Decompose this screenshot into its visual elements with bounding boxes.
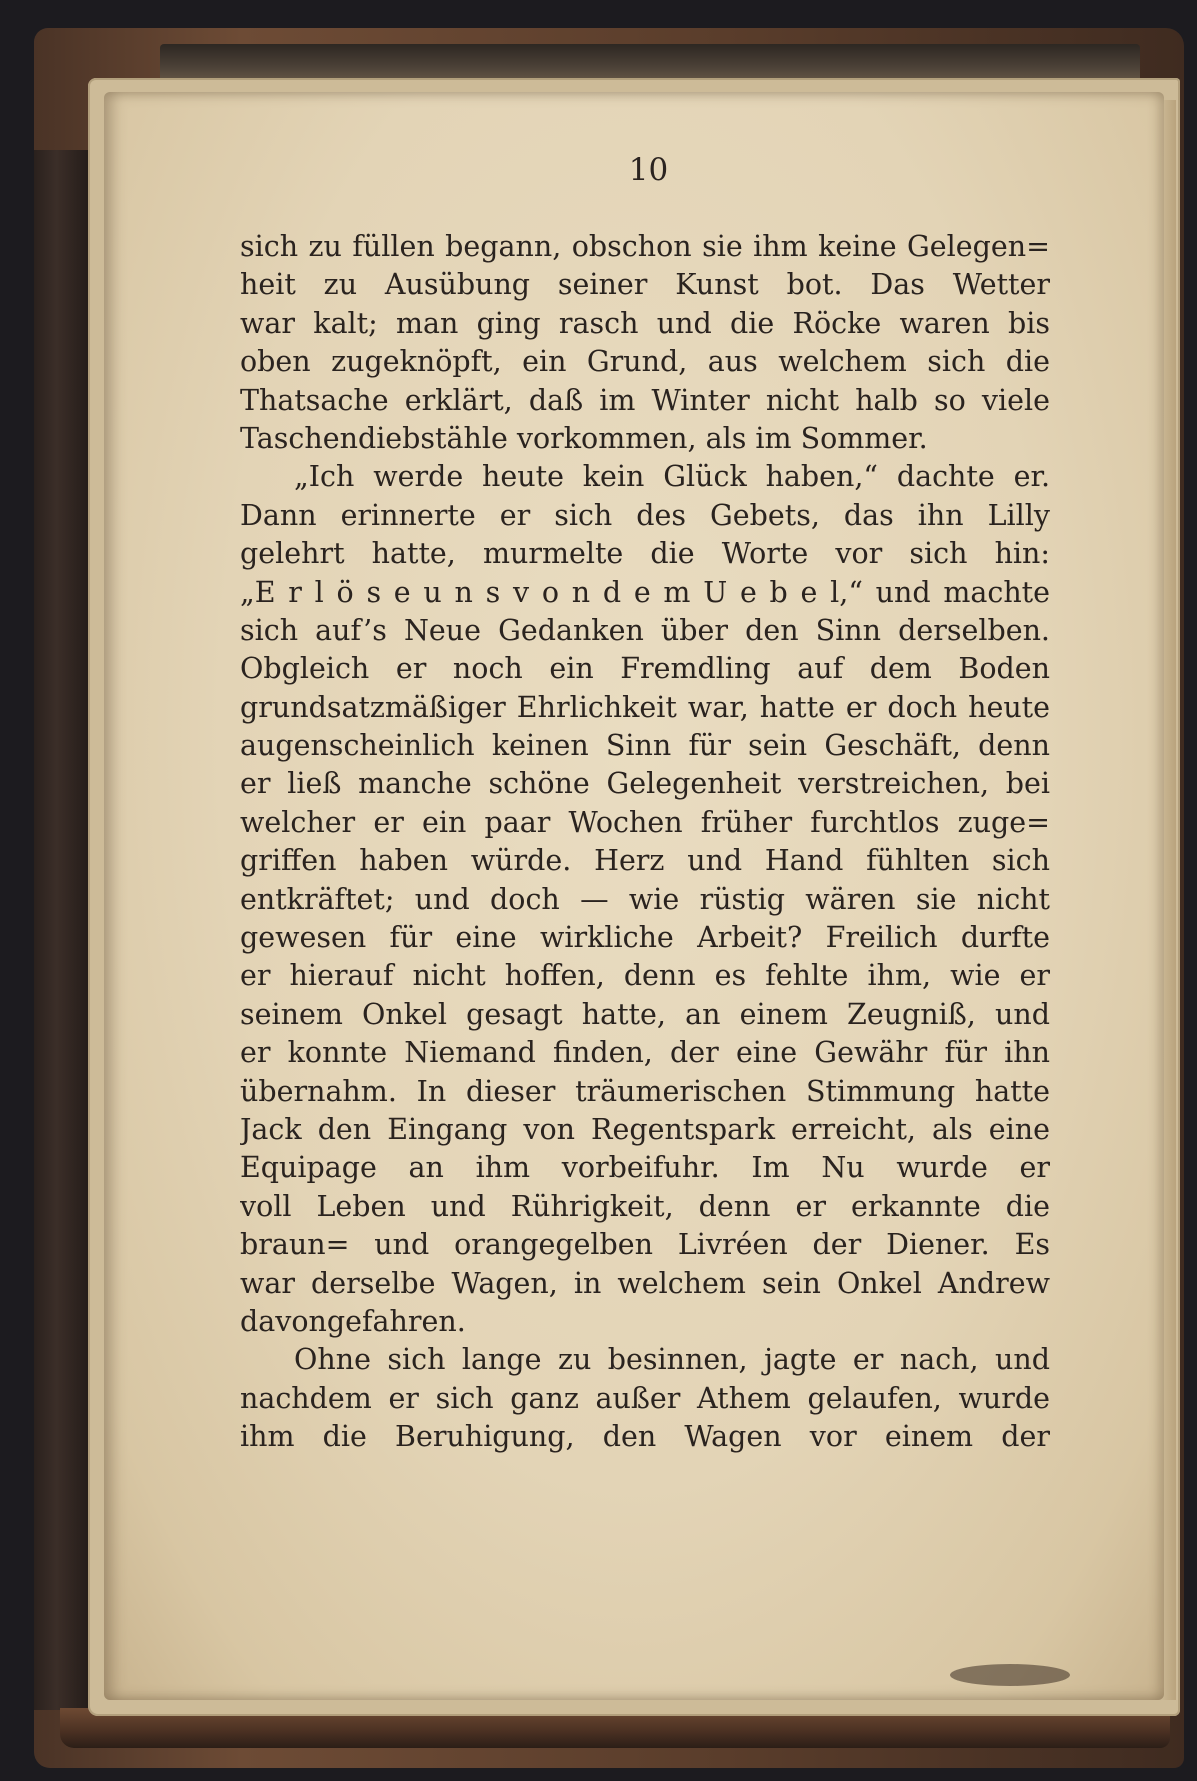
text-line: Taschendiebstähle vorkommen, als im Sommer. (240, 421, 928, 455)
text-line: griffen haben würde. Herz und Hand fühlten sich (240, 844, 1050, 878)
text-line: augenscheinlich keinen Sinn für sein Geschäft, denn (240, 729, 1050, 763)
paper-stain (950, 1664, 1070, 1686)
text-line: nachdem er sich ganz außer Athem gelaufen, wurde (240, 1381, 1050, 1415)
text-line: ihm die Beruhigung, den Wagen vor einem der (240, 1420, 1050, 1454)
text-line: „E r l ö s e u n s v o n d e m U e b e l,“ und machte (240, 575, 1050, 609)
text-line: war derselbe Wagen, in welchem sein Onkel Andrew (240, 1266, 1050, 1300)
text-line: gewesen für eine wirkliche Arbeit? Freilich durfte (240, 921, 1050, 955)
text-line: braun= und orangegelben Livréen der Diener. Es (240, 1228, 1050, 1262)
text-line: oben zugeknöpft, ein Grund, aus welchem sich die (240, 345, 1050, 379)
text-line: Jack den Eingang von Regentspark erreicht, als eine (240, 1112, 1050, 1146)
text-line: seinem Onkel gesagt hatte, an einem Zeugniß, und (240, 997, 1050, 1031)
body-text (240, 228, 1050, 1457)
text-line: Ohne sich lange zu besinnen, jagte er nach, und (294, 1343, 1050, 1377)
text-line: „Ich werde heute kein Glück haben,“ dachte er. (294, 460, 1050, 494)
text-line: Obgleich er noch ein Fremdling auf dem Boden (240, 652, 1050, 686)
text-line: er ließ manche schöne Gelegenheit verstreichen, bei (240, 767, 1050, 801)
text-line: Dann erinnerte er sich des Gebets, das ihn Lilly (240, 498, 1050, 532)
text-line: sich auf’s Neue Gedanken über den Sinn derselben. (240, 613, 1050, 647)
text-line: gelehrt hatte, murmelte die Worte vor sich hin: (240, 537, 1050, 571)
page-number: 10 (628, 152, 669, 188)
text-line: entkräftet; und doch — wie rüstig wären sie nicht (240, 882, 1050, 916)
text-line: grundsatzmäßiger Ehrlichkeit war, hatte er doch heute (240, 690, 1050, 724)
text-line: übernahm. In dieser träumerischen Stimmung hatte (240, 1074, 1050, 1108)
text-line: er konnte Niemand finden, der eine Gewähr für ihn (240, 1036, 1050, 1070)
book-spine-edge (34, 150, 90, 1710)
text-line: davongefahren. (240, 1304, 466, 1338)
text-line: Equipage an ihm vorbeifuhr. Im Nu wurde er (240, 1151, 1050, 1185)
text-line: sich zu füllen begann, obschon sie ihm keine Gelegen= (240, 230, 1050, 263)
text-line: Thatsache erklärt, daß im Winter nicht halb so viele (240, 383, 1050, 417)
text-line: war kalt; man ging rasch und die Röcke waren bis (240, 306, 1050, 340)
text-line: er hierauf nicht hoffen, denn es fehlte ihm, wie er (240, 959, 1050, 993)
text-line: voll Leben und Rührigkeit, denn er erkannte die (240, 1189, 1050, 1223)
text-line: welcher er ein paar Wochen früher furchtlos zuge= (240, 805, 1050, 839)
text-line: heit zu Ausübung seiner Kunst bot. Das Wetter (240, 268, 1050, 302)
